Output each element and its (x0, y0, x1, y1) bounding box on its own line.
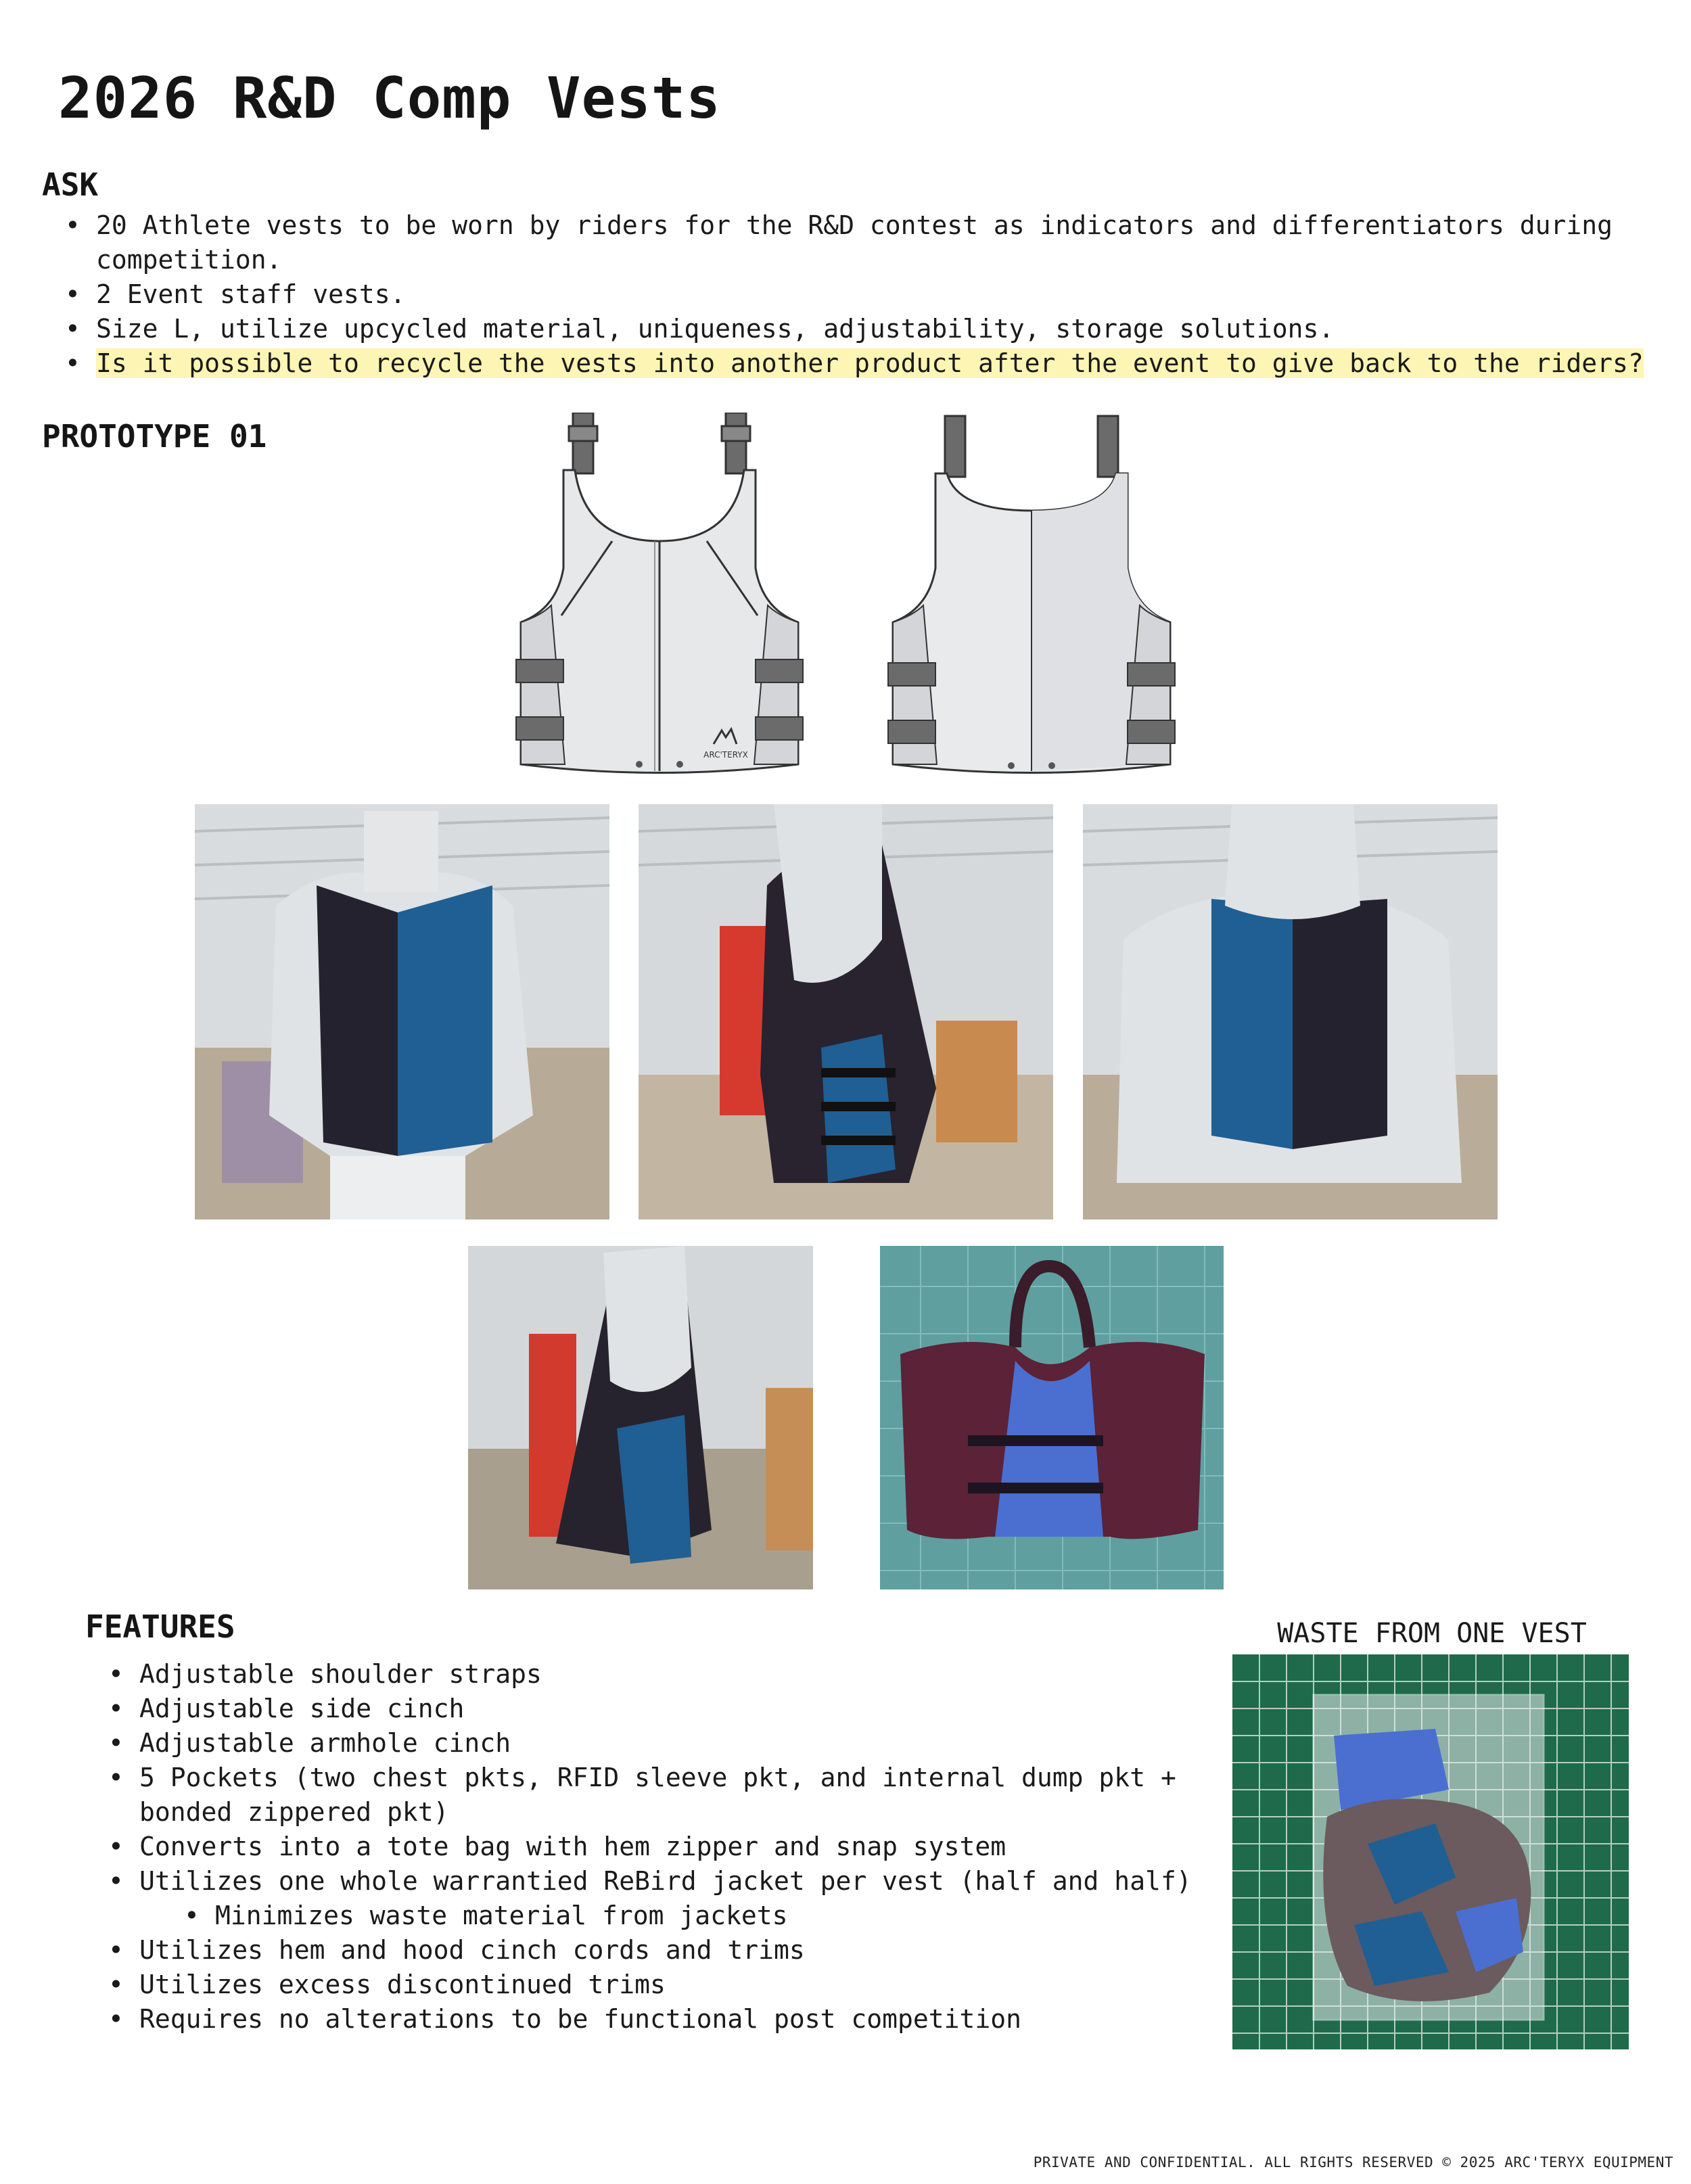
list-item: • 5 Pockets (two chest pkts, RFID sleeve pkt, and internal dump pkt + (85, 1761, 1208, 1795)
list-item: • Adjustable shoulder straps (85, 1657, 1208, 1692)
photo-vest-back (1083, 804, 1498, 1219)
list-item: • Utilizes one whole warrantied ReBird jacket per vest (half and half) (85, 1864, 1208, 1899)
vest-back-sketch (883, 413, 1180, 781)
list-item: • Utilizes hem and hood cinch cords and trims (85, 1933, 1208, 1968)
list-item-continuation: competition. (96, 245, 282, 275)
page-title: 2026 R&D Comp Vests (58, 65, 721, 131)
ask-list (42, 208, 1665, 381)
footer-copyright: PRIVATE AND CONFIDENTIAL. ALL RIGHTS RESERVED © 2025 ARC'TERYX EQUIPMENT (1033, 2154, 1673, 2170)
waste-label: WASTE FROM ONE VEST (1277, 1618, 1587, 1649)
list-item (42, 346, 1665, 381)
highlighted-question: Is it possible to recycle the vests into another product after the event to give back to the riders? (96, 348, 1644, 378)
list-item: • Size L, utilize upcycled material, uniqueness, adjustability, storage solutions. (42, 312, 1665, 346)
photo-vest-front (195, 804, 609, 1219)
features-heading: FEATURES (85, 1608, 235, 1645)
list-item: • Adjustable armhole cinch (85, 1726, 1208, 1761)
list-item: • Adjustable side cinch (85, 1692, 1208, 1726)
photo-waste-bag (1232, 1654, 1629, 2049)
list-item: • 20 Athlete vests to be worn by riders for the R&D contest as indicators and differentiators during (42, 208, 1665, 243)
list-item: • Utilizes excess discontinued trims (85, 1968, 1208, 2002)
prototype-heading: PROTOTYPE 01 (42, 418, 267, 455)
list-item-continuation: bonded zippered pkt) (139, 1797, 449, 1827)
ask-heading: ASK (42, 166, 99, 203)
list-item: • Converts into a tote bag with hem zipper and snap system (85, 1830, 1208, 1864)
sketch-logo-text: ARC'TERYX (703, 750, 748, 760)
features-list (85, 1657, 1208, 2037)
list-item: • Requires no alterations to be functional post competition (85, 2002, 1208, 2037)
photo-vest-hanging (468, 1246, 813, 1589)
vest-front-sketch (511, 413, 808, 781)
photo-tote-conversion (880, 1246, 1224, 1589)
list-item-sub: • Minimizes waste material from jackets (85, 1899, 1208, 1933)
photo-vest-side (639, 804, 1053, 1219)
list-item: • 2 Event staff vests. (42, 277, 1665, 312)
